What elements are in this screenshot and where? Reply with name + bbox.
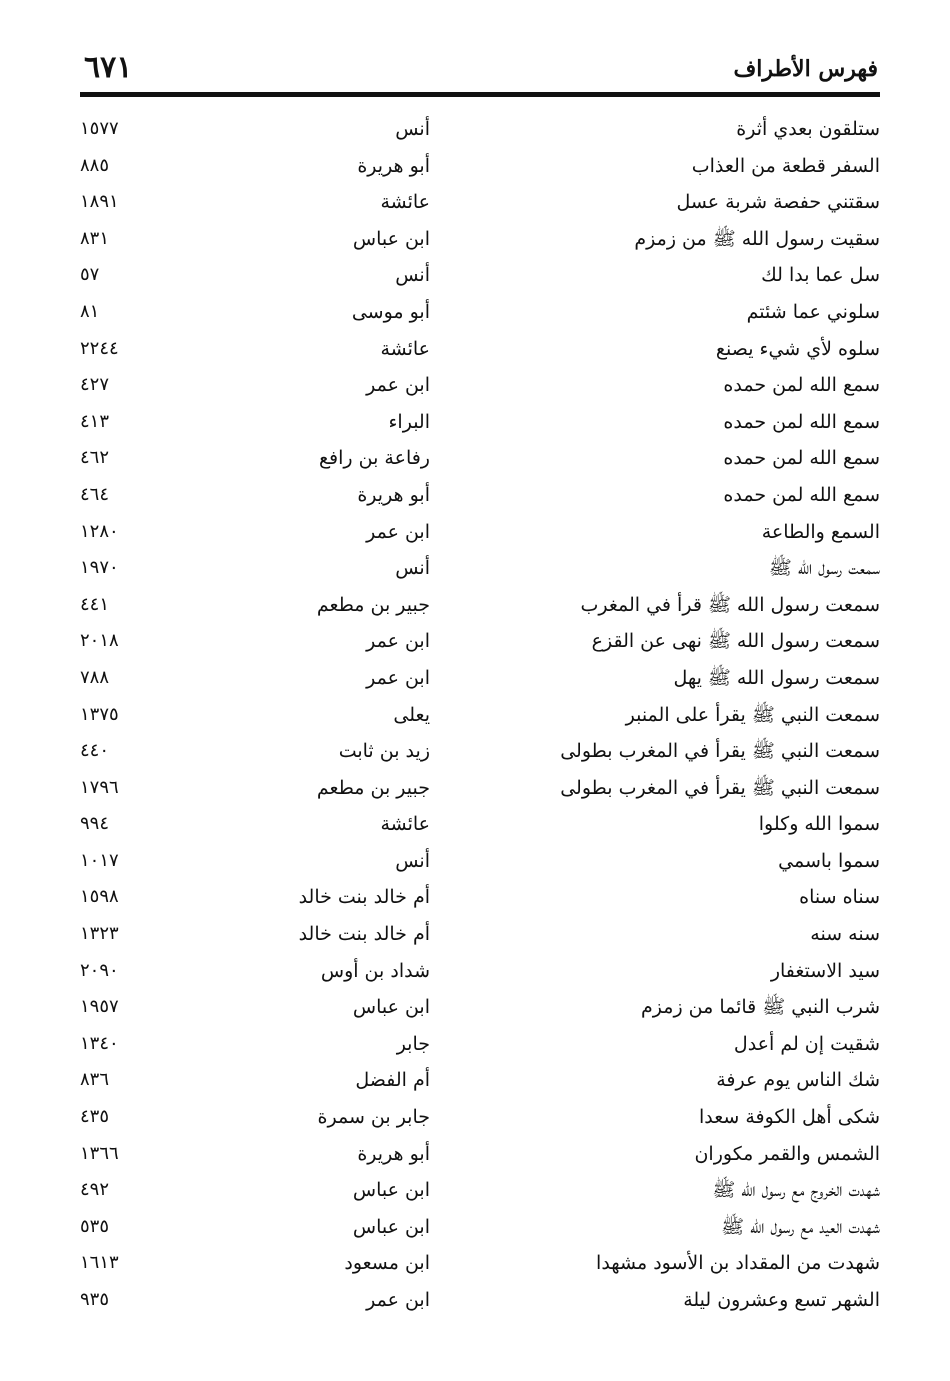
index-row xyxy=(80,405,880,442)
hadith-incipit: سمعت رسول الله ﷺ نهى عن القزع xyxy=(591,630,880,653)
hadith-incipit: سموا باسمي xyxy=(778,849,880,872)
page-header xyxy=(80,50,878,92)
narrator-name: جبير بن مطعم xyxy=(316,593,430,616)
narrator-name: ابن عمر xyxy=(366,520,430,543)
index-row xyxy=(80,1210,880,1247)
narrator-name: جبير بن مطعم xyxy=(316,776,430,799)
hadith-incipit: الشمس والقمر مكوران xyxy=(694,1142,880,1165)
hadith-number: ١٩٥٧ xyxy=(80,996,119,1018)
narrator-name: أم الفضل xyxy=(355,1069,430,1092)
narrator-name: أنس xyxy=(395,849,430,872)
hadith-number: ٧٨٨ xyxy=(80,666,110,688)
hadith-number: ١٣٦٦ xyxy=(80,1142,119,1164)
page-number: ٦٧١ xyxy=(84,50,133,85)
index-row xyxy=(80,624,880,661)
hadith-incipit: شقيت إن لم أعدل xyxy=(733,1032,880,1055)
narrator-name: ابن عباس xyxy=(352,227,430,250)
index-row xyxy=(80,880,880,917)
index-row xyxy=(80,112,880,149)
hadith-number: ٨٣٦ xyxy=(80,1069,110,1091)
narrator-name: ابن عباس xyxy=(352,1215,430,1238)
hadith-number: ٥٧ xyxy=(80,264,100,286)
hadith-incipit: السفر قطعة من العذاب xyxy=(691,154,880,177)
index-row xyxy=(80,149,880,186)
narrator-name: أنس xyxy=(395,557,430,580)
index-row xyxy=(80,1173,880,1210)
hadith-number: ٤٣٥ xyxy=(80,1106,110,1128)
hadith-incipit: شرب النبي ﷺ قائما من زمزم xyxy=(641,996,880,1019)
hadith-number: ٢٠٩٠ xyxy=(80,959,119,981)
hadith-number: ٤٤٠ xyxy=(80,740,110,762)
index-row xyxy=(80,1027,880,1064)
index-row xyxy=(80,807,880,844)
page-title: فهرس الأطراف xyxy=(733,56,878,82)
narrator-name: جابر xyxy=(396,1032,430,1055)
index-row xyxy=(80,258,880,295)
index-row xyxy=(80,1100,880,1137)
index-row xyxy=(80,222,880,259)
hadith-incipit: سمع الله لمن حمده xyxy=(723,410,880,433)
hadith-incipit: شكى أهل الكوفة سعدا xyxy=(698,1106,880,1129)
hadith-incipit: سموا الله وكلوا xyxy=(758,813,880,836)
index-row xyxy=(80,954,880,991)
narrator-name: ابن عمر xyxy=(366,666,430,689)
narrator-name: ابن عمر xyxy=(366,374,430,397)
narrator-name: ابن عمر xyxy=(366,630,430,653)
header-rule xyxy=(80,92,880,97)
hadith-number: ٢٠١٨ xyxy=(80,630,119,652)
index-row xyxy=(80,478,880,515)
narrator-name: أم خالد بنت خالد xyxy=(298,886,430,909)
hadith-incipit: سلوه لأي شيء يصنع xyxy=(715,337,880,360)
index-row xyxy=(80,515,880,552)
hadith-incipit: سمعت رسول الله ﷺ يهل xyxy=(673,666,880,689)
hadith-number: ١٣٤٠ xyxy=(80,1032,119,1054)
hadith-incipit: الشهر تسع وعشرون ليلة xyxy=(683,1289,880,1311)
hadith-number: ١٣٧٥ xyxy=(80,703,119,725)
narrator-name: جابر بن سمرة xyxy=(317,1106,430,1129)
index-row xyxy=(80,1246,880,1283)
index-row xyxy=(80,734,880,771)
index-row xyxy=(80,771,880,808)
hadith-number: ١٣٢٣ xyxy=(80,923,119,945)
hadith-incipit: سلوني عما شئتم xyxy=(746,300,880,323)
index-row xyxy=(80,844,880,881)
hadith-incipit: سمع الله لمن حمده xyxy=(723,374,880,397)
hadith-number: ١٨٩١ xyxy=(80,191,119,213)
narrator-name: رفاعة بن رافع xyxy=(318,447,430,470)
narrator-name: أبو هريرة xyxy=(357,483,430,506)
hadith-incipit: سمعت رسول الله ﷺ قرأ في المغرب xyxy=(580,593,880,616)
hadith-number: ٢٢٤٤ xyxy=(80,337,119,359)
index-row xyxy=(80,551,880,588)
hadith-number: ١٩٧٠ xyxy=(80,557,119,579)
narrator-name: عائشة xyxy=(380,191,430,214)
index-list xyxy=(80,112,880,1320)
hadith-number: ٨٨٥ xyxy=(80,154,110,176)
narrator-name: ابن عباس xyxy=(352,996,430,1019)
hadith-incipit: سيد الاستغفار xyxy=(770,959,880,982)
index-row xyxy=(80,295,880,332)
hadith-incipit: السمع والطاعة xyxy=(761,520,880,543)
hadith-number: ١٦١٣ xyxy=(80,1252,119,1274)
index-row xyxy=(80,990,880,1027)
hadith-number: ٤٤١ xyxy=(80,593,110,615)
index-row xyxy=(80,441,880,478)
hadith-incipit: شك الناس يوم عرفة xyxy=(716,1069,880,1092)
hadith-number: ٩٣٥ xyxy=(80,1289,110,1310)
hadith-incipit: سل عما بدا لك xyxy=(761,264,880,287)
hadith-number: ٤٦٢ xyxy=(80,447,110,469)
narrator-name: ابن عمر xyxy=(366,1289,430,1311)
index-row xyxy=(80,698,880,735)
hadith-incipit: سمع الله لمن حمده xyxy=(723,447,880,470)
hadith-number: ٤٢٧ xyxy=(80,374,110,396)
hadith-incipit: سقتني حفصة شربة عسل xyxy=(676,191,880,214)
hadith-number: ٨١ xyxy=(80,300,100,322)
hadith-incipit: سمعت النبي ﷺ يقرأ على المنبر xyxy=(625,703,880,726)
hadith-incipit: سقيت رسول الله ﷺ من زمزم xyxy=(634,227,880,250)
hadith-incipit: شهدت الخروج مع رسول الله ﷺ xyxy=(712,1179,880,1202)
hadith-number: ٩٩٤ xyxy=(80,813,110,835)
hadith-number: ١٠١٧ xyxy=(80,849,119,871)
hadith-incipit: سمعت النبي ﷺ يقرأ في المغرب بطولى xyxy=(560,776,880,799)
narrator-name: ابن عباس xyxy=(352,1179,430,1202)
index-row xyxy=(80,588,880,625)
hadith-incipit: سناه سناه xyxy=(799,886,880,909)
hadith-number: ٥٣٥ xyxy=(80,1215,110,1237)
hadith-number: ١٧٩٦ xyxy=(80,776,119,798)
hadith-incipit: سمعت رسول الله ﷺ xyxy=(768,557,880,580)
narrator-name: أبو هريرة xyxy=(357,154,430,177)
index-row xyxy=(80,661,880,698)
hadith-number: ١٥٧٧ xyxy=(80,118,119,139)
index-row xyxy=(80,1137,880,1174)
hadith-number: ١٥٩٨ xyxy=(80,886,119,908)
hadith-incipit: شهدت العيد مع رسول الله ﷺ xyxy=(721,1215,880,1238)
narrator-name: يعلى xyxy=(393,703,430,726)
index-row xyxy=(80,1063,880,1100)
index-row xyxy=(80,917,880,954)
hadith-incipit: سنه سنه xyxy=(810,923,880,946)
hadith-number: ٤٦٤ xyxy=(80,483,110,505)
narrator-name: البراء xyxy=(388,410,430,433)
narrator-name: أنس xyxy=(395,264,430,287)
narrator-name: ابن مسعود xyxy=(344,1252,430,1275)
hadith-number: ١٢٨٠ xyxy=(80,520,119,542)
narrator-name: زيد بن ثابت xyxy=(338,740,430,763)
narrator-name: أبو موسى xyxy=(351,300,430,323)
hadith-number: ٤١٣ xyxy=(80,410,110,432)
narrator-name: أم خالد بنت خالد xyxy=(298,923,430,946)
narrator-name: أبو هريرة xyxy=(357,1142,430,1165)
hadith-incipit: ستلقون بعدي أثرة xyxy=(736,118,880,140)
hadith-incipit: سمعت النبي ﷺ يقرأ في المغرب بطولى xyxy=(560,740,880,763)
narrator-name: شداد بن أوس xyxy=(320,959,430,982)
hadith-incipit: شهدت من المقداد بن الأسود مشهدا xyxy=(596,1252,880,1275)
narrator-name: أنس xyxy=(395,118,430,140)
narrator-name: عائشة xyxy=(380,337,430,360)
index-row xyxy=(80,368,880,405)
index-row xyxy=(80,332,880,369)
index-row xyxy=(80,185,880,222)
narrator-name: عائشة xyxy=(380,813,430,836)
hadith-incipit: سمع الله لمن حمده xyxy=(723,483,880,506)
index-row xyxy=(80,1283,880,1320)
hadith-number: ٨٣١ xyxy=(80,227,110,249)
hadith-number: ٤٩٢ xyxy=(80,1179,110,1201)
